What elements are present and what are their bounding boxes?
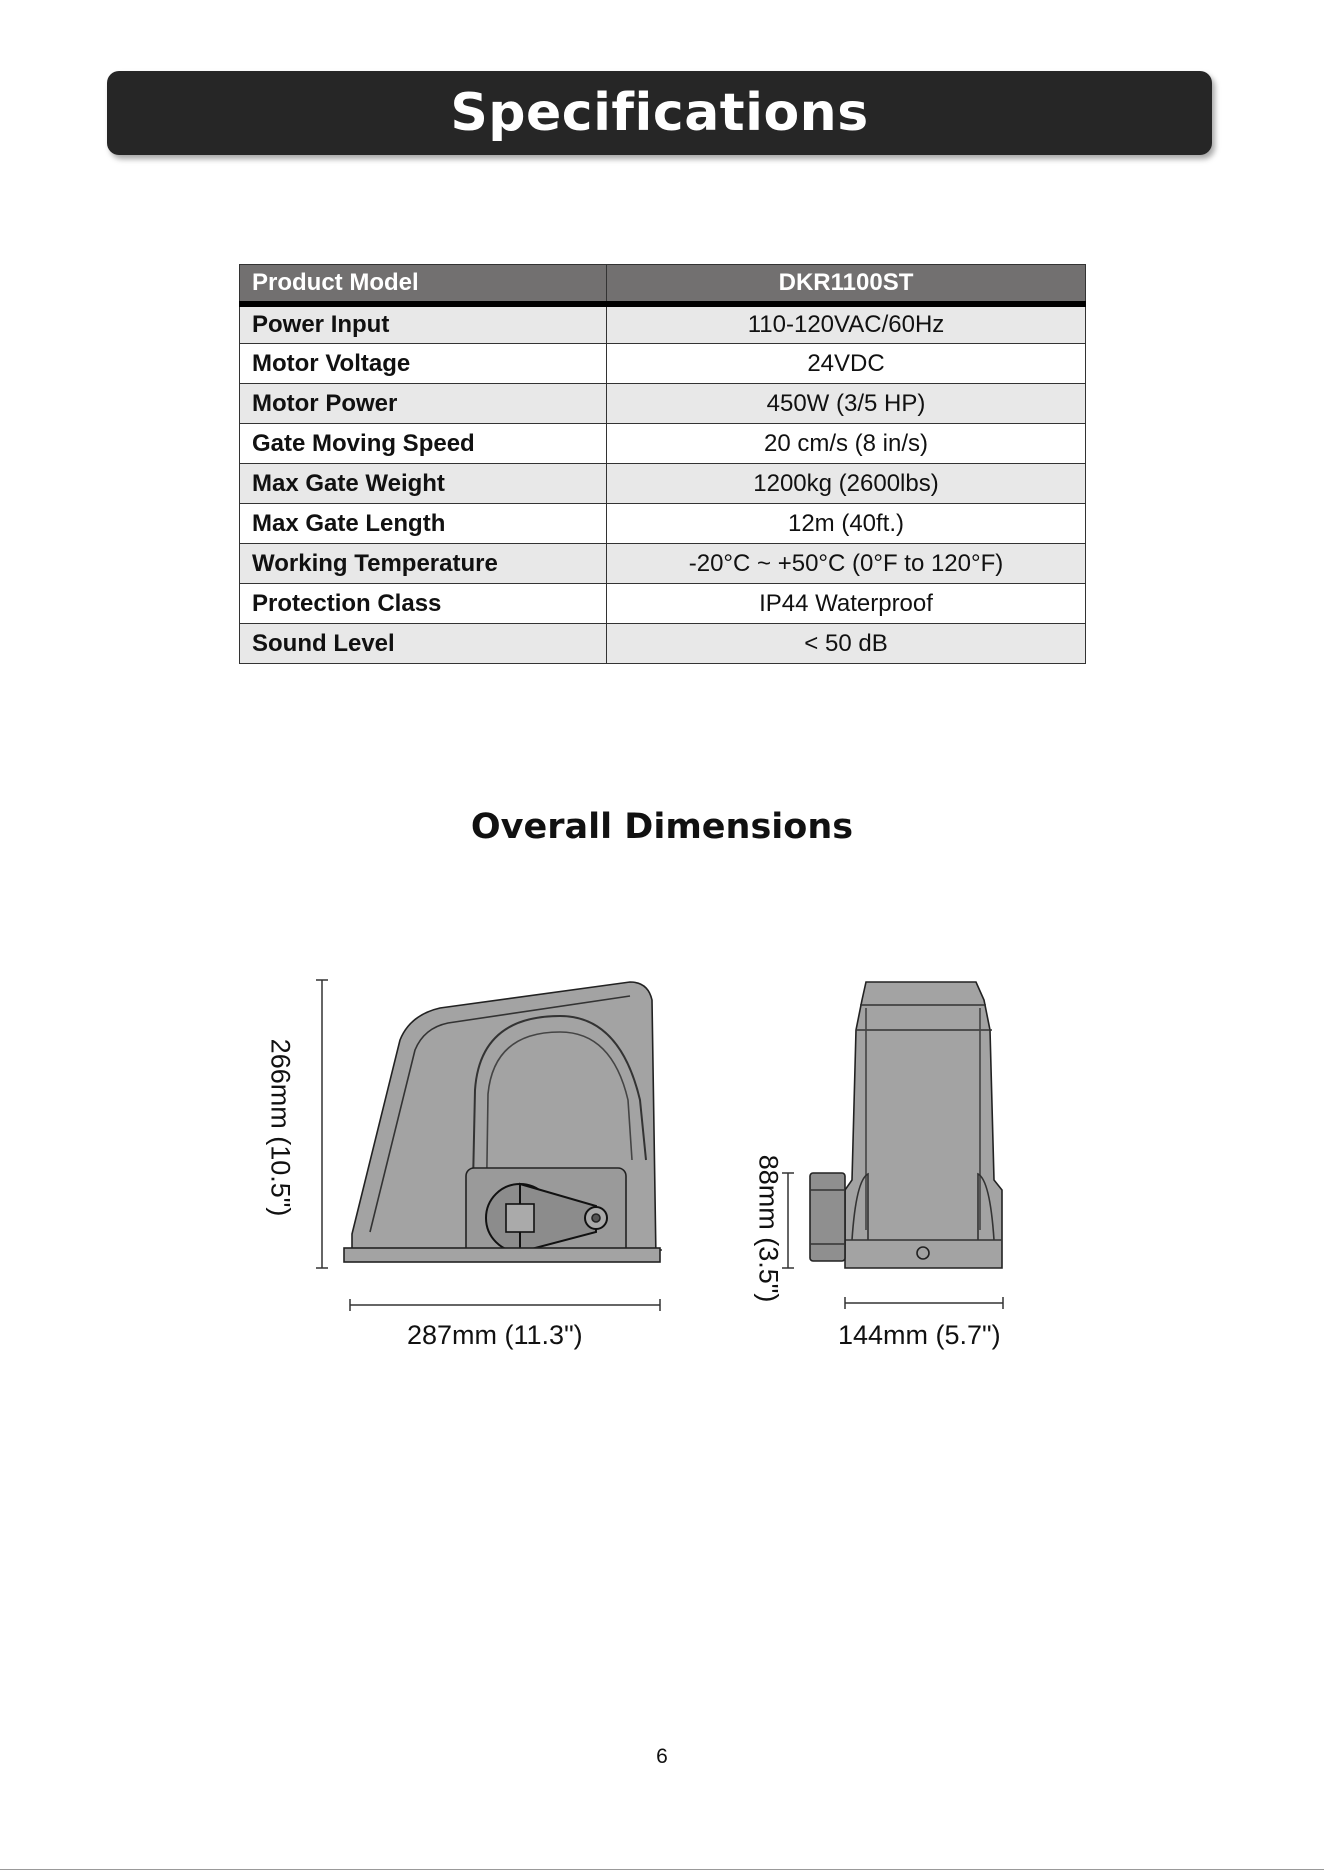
spec-value: 110-120VAC/60Hz xyxy=(607,304,1086,344)
side-length-label: 287mm (11.3") xyxy=(407,1320,583,1350)
spec-value: IP44 Waterproof xyxy=(607,584,1086,624)
spec-value: < 50 dB xyxy=(607,624,1086,664)
spec-key: Motor Power xyxy=(240,384,607,424)
spec-value: 20 cm/s (8 in/s) xyxy=(607,424,1086,464)
spec-header-label: Product Model xyxy=(240,265,607,304)
spec-value: 1200kg (2600lbs) xyxy=(607,464,1086,504)
spec-key: Sound Level xyxy=(240,624,607,664)
spec-key: Max Gate Length xyxy=(240,504,607,544)
side-height-label: 266mm (10.5") xyxy=(265,1038,296,1217)
spec-key: Max Gate Weight xyxy=(240,464,607,504)
spec-key: Gate Moving Speed xyxy=(240,424,607,464)
page-number: 6 xyxy=(656,1745,668,1768)
section-title-dimensions: Overall Dimensions xyxy=(470,807,854,847)
front-height-label: 88mm (3.5") xyxy=(753,1154,784,1303)
spec-value: 24VDC xyxy=(607,344,1086,384)
spec-key: Power Input xyxy=(240,304,607,344)
front-view-drawing xyxy=(810,982,1002,1268)
bottom-rule xyxy=(0,1869,1324,1870)
spec-value: 450W (3/5 HP) xyxy=(607,384,1086,424)
spec-header-model: DKR1100ST xyxy=(607,265,1086,304)
spec-value: 12m (40ft.) xyxy=(607,504,1086,544)
page-title: Specifications xyxy=(450,83,869,143)
front-width-label: 144mm (5.7") xyxy=(838,1320,1001,1350)
spec-key: Working Temperature xyxy=(240,544,607,584)
spec-key: Protection Class xyxy=(240,584,607,624)
spec-value: -20°C ~ +50°C (0°F to 120°F) xyxy=(607,544,1086,584)
side-view-drawing xyxy=(344,982,662,1262)
spec-key: Motor Voltage xyxy=(240,344,607,384)
